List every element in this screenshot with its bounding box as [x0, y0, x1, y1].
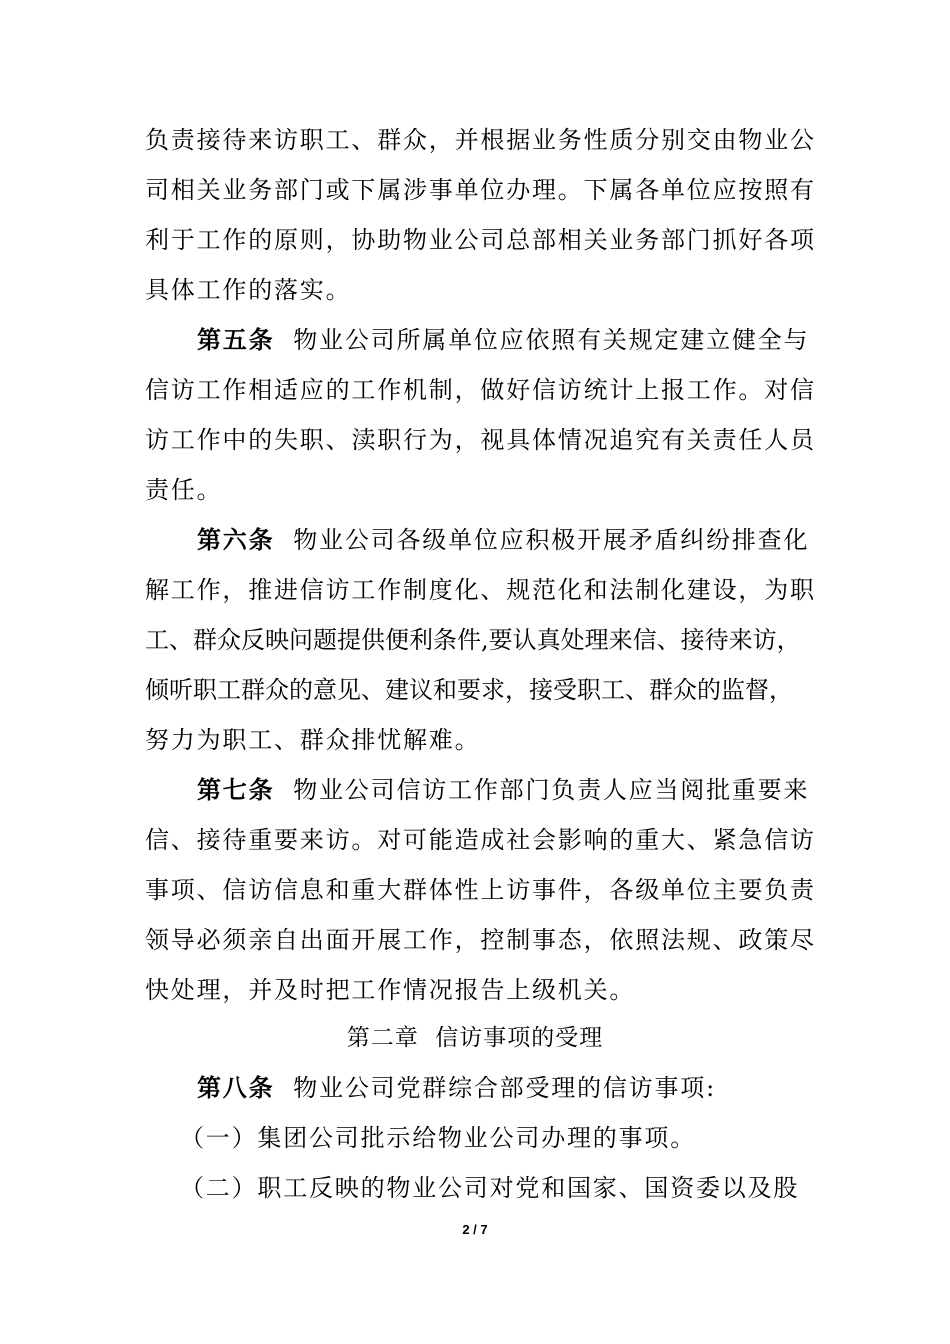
page-number: 2 / 7	[462, 1222, 488, 1237]
article-8-heading: 第八条	[197, 1073, 275, 1102]
article-5-text: 物业公司所属单位应依照有关规定建立健全与	[274, 326, 810, 354]
paragraph-line: 利于工作的原则，协助物业公司总部相关业务部门抓好各项	[145, 226, 816, 254]
article-6-text: 物业公司各级单位应积极开展矛盾纠纷排查化	[274, 526, 810, 554]
paragraph-line: 事项、信访信息和重大群体性上访事件，各级单位主要负责	[145, 876, 816, 904]
article-7-heading: 第七条	[197, 775, 275, 804]
paragraph-line: 负责接待来访职工、群众，并根据业务性质分别交由物业公	[145, 126, 816, 154]
article-5-heading: 第五条	[197, 325, 275, 354]
paragraph-line: 努力为职工、群众排忧解难。	[145, 726, 481, 754]
article-6-first-line	[197, 525, 809, 555]
article-8-first-line	[197, 1073, 716, 1103]
paragraph-line: 领导必须亲自出面开展工作，控制事态，依照法规、政策尽	[145, 926, 816, 954]
paragraph-line: 责任。	[145, 476, 223, 504]
paragraph-line: 信、接待重要来访。对可能造成社会影响的重大、紧急信访	[145, 826, 816, 854]
list-item: （一）集团公司批示给物业公司办理的事项。	[180, 1124, 696, 1152]
article-6-heading: 第六条	[197, 525, 275, 554]
chapter-title: 第二章 信访事项的受理	[346, 1025, 604, 1051]
paragraph-line: 快处理，并及时把工作情况报告上级机关。	[145, 976, 636, 1004]
paragraph-line: 司相关业务部门或下属涉事单位办理。下属各单位应按照有	[145, 176, 816, 204]
article-7-text: 物业公司信访工作部门负责人应当阅批重要来	[274, 776, 810, 804]
paragraph-line: 工、群众反映问题提供便利条件,要认真处理来信、接待来访，	[145, 626, 801, 654]
article-5-first-line	[197, 325, 809, 355]
article-7-first-line	[197, 775, 809, 805]
list-item: （二）职工反映的物业公司对党和国家、国资委以及股	[180, 1174, 800, 1202]
paragraph-line: 具体工作的落实。	[145, 276, 352, 304]
paragraph-line: 信访工作相适应的工作机制，做好信访统计上报工作。对信	[145, 376, 816, 404]
paragraph-line: 解工作，推进信访工作制度化、规范化和法制化建设，为职	[145, 576, 816, 604]
paragraph-line: 倾听职工群众的意见、建议和要求，接受职工、群众的监督，	[145, 676, 793, 704]
paragraph-line: 访工作中的失职、渎职行为，视具体情况追究有关责任人员	[145, 426, 816, 454]
article-8-text: 物业公司党群综合部受理的信访事项:	[274, 1074, 716, 1102]
